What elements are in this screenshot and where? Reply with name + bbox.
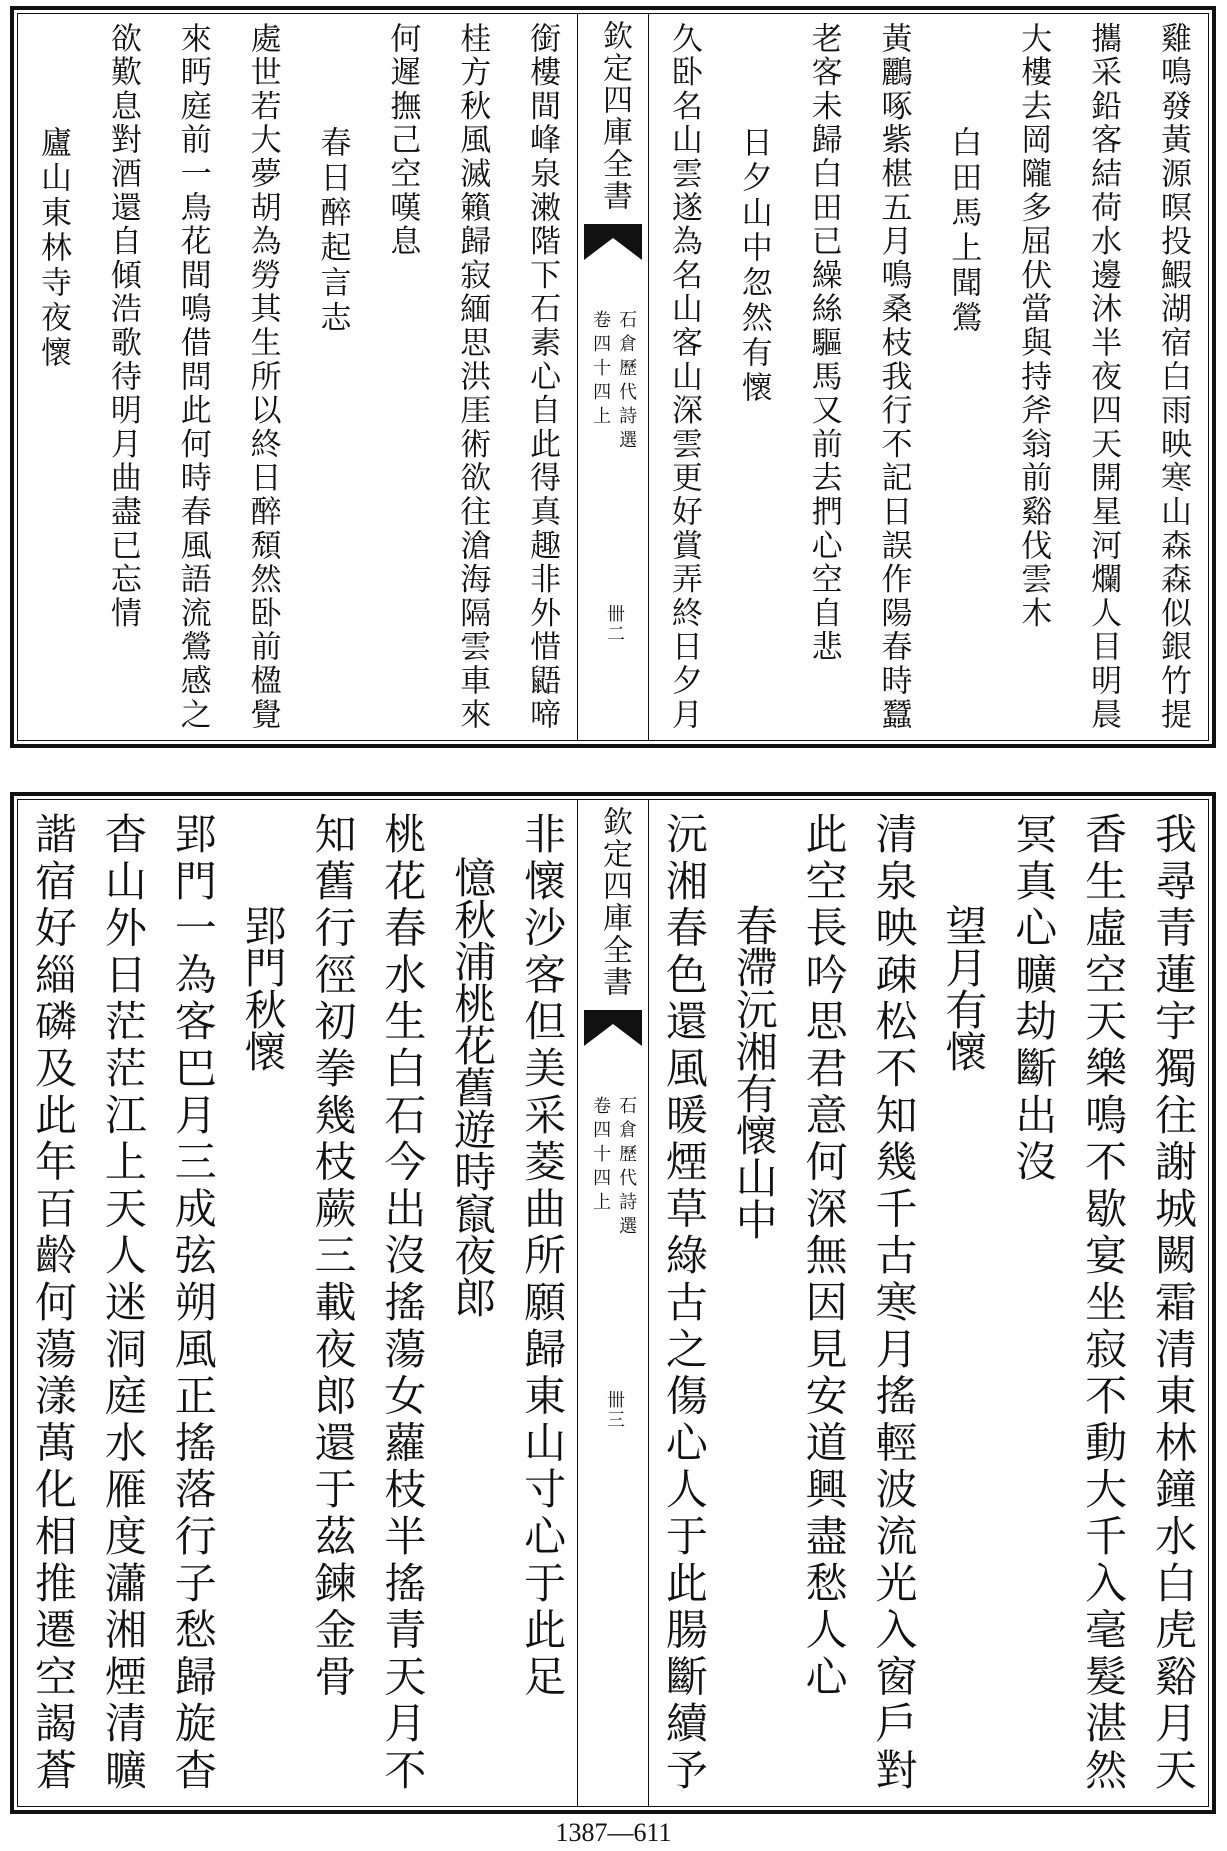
poem-title: 憶秋浦桃花舊遊時竄夜郎 — [448, 856, 498, 1318]
banxin-leaf-number: 卌三 — [604, 1390, 625, 1430]
verse-column: 大樓去岡隴多屈伏當與持斧翁前谿伐雲木 — [1015, 22, 1052, 631]
banxin-subtitle — [578, 1096, 648, 1266]
banxin-center-margin — [577, 800, 649, 1806]
banxin-leaf-number: 卌二 — [604, 604, 625, 644]
verse-column: 杳山外日茫茫江上天人迷洞庭水雁度瀟湘煙清曠 — [98, 812, 148, 1795]
verse-column: 郢門一為客巴月三成弦朔風正搖落行子愁歸旋杳 — [168, 812, 218, 1795]
poem-title: 望月有懷 — [939, 904, 989, 1072]
verse-column: 冥真心曠劫斷出沒 — [1009, 812, 1059, 1187]
poem-title: 郢門秋懷 — [238, 904, 288, 1072]
verse-column: 桂方秋風滅籟歸寂緬思洪厓術欲往滄海隔雲車來 — [454, 22, 491, 732]
verse-column: 老客未歸白田已繰絲驅馬又前去捫心空自悲 — [805, 22, 842, 665]
verse-column: 攜采鉛客結荷水邊沐半夜四天開星河爛人目明晨 — [1085, 22, 1122, 732]
verse-column: 諧宿好緇磷及此年百齡何蕩漾萬化相推遷空謁蒼 — [29, 812, 78, 1795]
poem-title: 春日醉起言志 — [314, 126, 351, 336]
verse-column: 何遲撫己空嘆息 — [384, 22, 421, 259]
lower-leaf-frame — [17, 799, 1209, 1807]
verse-column: 久卧名山雲遂為名山客山深雲更好賞弄終日夕月 — [665, 22, 702, 732]
poem-title: 白田馬上聞鶯 — [945, 126, 982, 336]
poem-title: 春滯沅湘有懷山中 — [729, 904, 779, 1240]
upper-leaf — [10, 6, 1216, 748]
verse-column: 黃鸝啄紫椹五月鳴桑枝我行不記日誤作陽春時蠶 — [875, 22, 912, 732]
banxin-collection-title: 欽定四庫全書 — [597, 20, 632, 212]
verse-column: 欲歎息對酒還自傾浩歌待明月曲盡已忘情 — [104, 22, 141, 631]
banxin-collection-title: 欽定四庫全書 — [597, 806, 632, 998]
verse-column: 沅湘春色還風暖煙草綠古之傷心人于此腸斷續予 — [659, 812, 709, 1795]
upper-leaf-frame — [17, 13, 1209, 741]
verse-column: 處世若大夢胡為勞其生所以終日醉頹然卧前楹覺 — [244, 22, 281, 732]
verse-column: 桃花春水生白石今出沒搖蕩女蘿枝半搖青天月不 — [378, 812, 428, 1795]
verse-column: 清泉映疎松不知幾千古寒月搖輕波流光入窗戶對 — [869, 812, 919, 1795]
banxin-subtitle — [578, 310, 648, 480]
banxin-center-margin — [577, 14, 649, 740]
verse-column: 知舊行徑初拳幾枝蕨三載夜郎還于茲鍊金骨 — [308, 812, 358, 1702]
fish-tail-mark-icon — [584, 224, 642, 264]
lower-leaf — [10, 792, 1216, 1814]
verse-column: 此空長吟思君意何深無因見安道興盡愁人心 — [799, 812, 849, 1702]
banxin-work-title: 石倉歷代詩選 — [616, 310, 638, 454]
verse-column: 香生虛空天樂鳴不歇宴坐寂不動大千入毫髮湛然 — [1079, 812, 1129, 1795]
poem-title: 日夕山中忽然有懷 — [735, 126, 772, 406]
poem-title: 廬山東林寺夜懷 — [35, 126, 71, 371]
verse-column: 我尋青蓮宇獨往謝城闕霜清東林鐘水白虎谿月天 — [1149, 812, 1198, 1795]
verse-column: 非懷沙客但美采菱曲所願歸東山寸心于此足 — [518, 812, 568, 1702]
banxin-work-title: 石倉歷代詩選 — [616, 1096, 638, 1240]
verse-column: 銜樓間峰泉潄階下石素心自此得真趣非外惜鼯啼 — [524, 22, 561, 732]
page-caption: 1387—611 — [555, 1818, 672, 1847]
verse-column: 雞鳴發黃源暝投鰕湖宿白雨映寒山森森似銀竹提 — [1155, 22, 1191, 732]
verse-column: 來眄庭前一鳥花間鳴借問此何時春風語流鶯感之 — [174, 22, 211, 732]
fish-tail-mark-icon — [584, 1010, 642, 1050]
banxin-juan: 卷四十四上 — [590, 310, 612, 430]
banxin-juan: 卷四十四上 — [590, 1096, 612, 1216]
